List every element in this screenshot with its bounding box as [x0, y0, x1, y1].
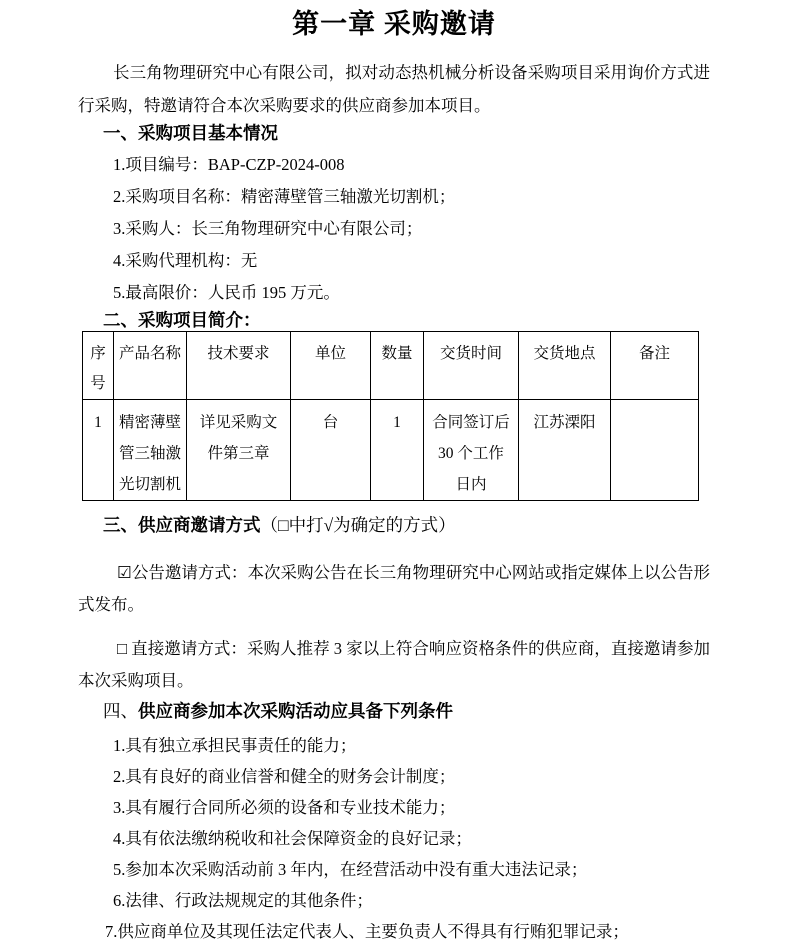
table-row	[83, 400, 699, 501]
section1-heading: 一、采购项目基本情况	[103, 123, 278, 143]
condition-item-7: 7.供应商单位及其现任法定代表人、主要负责人不得具有行贿犯罪记录；	[105, 922, 629, 941]
unchecked-checkbox-icon: □	[117, 639, 128, 658]
section3-heading-bold: 三、供应商邀请方式	[103, 515, 261, 535]
option-direct-text: 直接邀请方式：采购人推荐 3 家以上符合响应资格条件的供应商，直接邀请参加本次采购项目。	[78, 639, 711, 690]
section3-heading	[78, 513, 710, 537]
section4-heading-prefix: 四、	[103, 701, 138, 721]
cell-product: 精密薄壁管三轴激光切割机	[114, 400, 187, 501]
section4-items	[78, 730, 710, 947]
condition-item-1: 1.具有独立承担民事责任的能力；	[113, 736, 357, 755]
item-project-name: 2.采购项目名称：精密薄壁管三轴激光切割机；	[113, 187, 456, 206]
col-header-delivery-time: 交货时间	[424, 332, 519, 400]
cell-delivery-place: 江苏溧阳	[519, 400, 611, 501]
item-project-number: 1.项目编号：BAP-CZP-2024-008	[113, 155, 345, 174]
page-title: 第一章 采购邀请	[292, 9, 496, 39]
cell-unit: 台	[291, 400, 371, 501]
condition-item-2: 2.具有良好的商业信誉和健全的财务会计制度；	[113, 767, 456, 786]
item-agency: 4.采购代理机构：无	[113, 251, 258, 270]
condition-item-5: 5.参加本次采购活动前 3 年内，在经营活动中没有重大违法记录；	[113, 860, 588, 879]
option-public-invitation	[78, 557, 710, 621]
col-header-qty: 数量	[371, 332, 424, 400]
condition-item-6: 6.法律、行政法规规定的其他条件；	[113, 891, 373, 910]
col-header-seq: 序号	[83, 332, 114, 400]
section2-heading: 二、采购项目简介：	[103, 310, 261, 330]
item-purchaser: 3.采购人：长三角物理研究中心有限公司；	[113, 219, 423, 238]
item-max-price: 5.最高限价：人民币 195 万元。	[113, 283, 340, 302]
cell-seq: 1	[83, 400, 114, 501]
intro-paragraph: 长三角物理研究中心有限公司，拟对动态热机械分析设备采购项目采用询价方式进行采购，特邀请符合本次采购要求的供应商参加本项目。	[78, 63, 710, 115]
cell-delivery-time: 合同签订后 30 个工作日内	[424, 400, 519, 501]
section4-heading-bold: 供应商参加本次采购活动应具备下列条件	[138, 701, 453, 721]
cell-tech: 详见采购文件第三章	[187, 400, 291, 501]
option-direct-invitation	[78, 633, 710, 697]
cell-qty: 1	[371, 400, 424, 501]
col-header-product: 产品名称	[114, 332, 187, 400]
option-public-text: 公告邀请方式：本次采购公告在长三角物理研究中心网站或指定媒体上以公告形式发布。	[78, 563, 710, 614]
section3-heading-note: （□中打√为确定的方式）	[260, 515, 456, 535]
procurement-table	[82, 331, 699, 501]
col-header-remark: 备注	[611, 332, 699, 400]
section4-heading	[78, 700, 710, 723]
condition-item-3: 3.具有履行合同所必须的设备和专业技术能力；	[113, 798, 456, 817]
table-header-row	[83, 332, 699, 400]
section1-items	[78, 149, 710, 309]
condition-item-4: 4.具有依法缴纳税收和社会保障资金的良好记录；	[113, 829, 472, 848]
cell-remark	[611, 400, 699, 501]
col-header-delivery-place: 交货地点	[519, 332, 611, 400]
col-header-unit: 单位	[291, 332, 371, 400]
col-header-tech: 技术要求	[187, 332, 291, 400]
checked-checkbox-icon: ☑	[117, 563, 132, 582]
